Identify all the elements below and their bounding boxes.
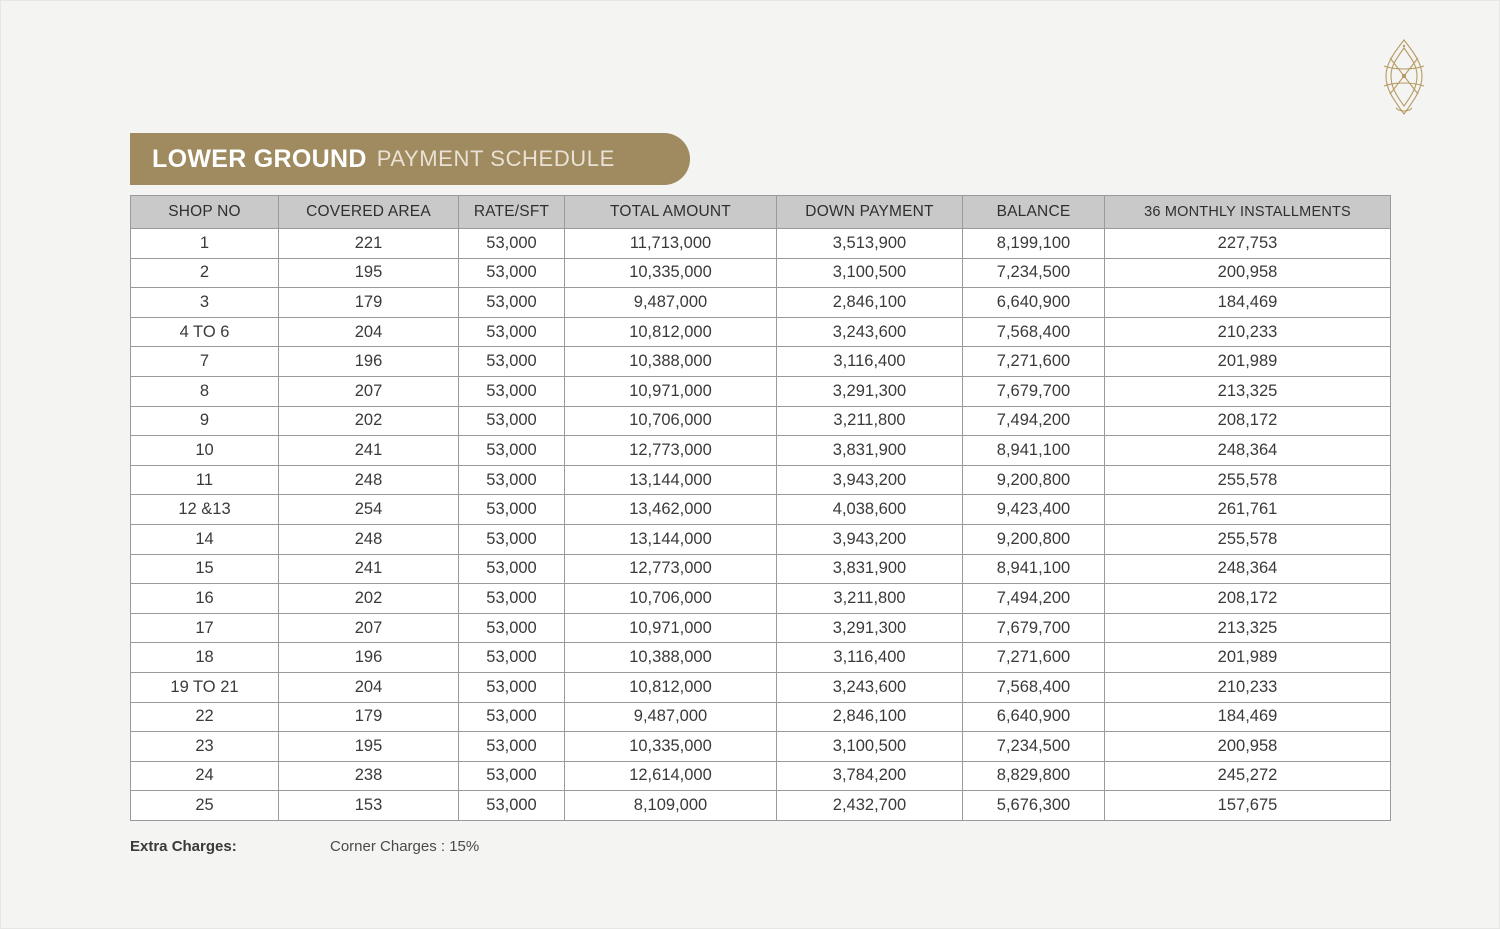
cell-rate-sft: 53,000 <box>459 584 565 614</box>
column-header-down-payment: DOWN PAYMENT <box>777 196 963 229</box>
table-row <box>131 465 1391 495</box>
cell-total-amount: 10,335,000 <box>565 732 777 762</box>
cell-total-amount: 10,971,000 <box>565 376 777 406</box>
cell-balance: 9,200,800 <box>963 524 1105 554</box>
cell-down-payment: 3,943,200 <box>777 465 963 495</box>
cell-total-amount: 9,487,000 <box>565 288 777 318</box>
cell-monthly-installment: 248,364 <box>1105 554 1391 584</box>
cell-covered-area: 248 <box>279 465 459 495</box>
page-title-primary: LOWER GROUND <box>152 144 367 173</box>
cell-down-payment: 3,211,800 <box>777 584 963 614</box>
cell-monthly-installment: 208,172 <box>1105 584 1391 614</box>
cell-shop-no: 14 <box>131 524 279 554</box>
cell-total-amount: 10,812,000 <box>565 672 777 702</box>
cell-balance: 8,829,800 <box>963 761 1105 791</box>
cell-covered-area: 207 <box>279 376 459 406</box>
cell-balance: 7,494,200 <box>963 406 1105 436</box>
cell-covered-area: 241 <box>279 554 459 584</box>
cell-balance: 7,271,600 <box>963 643 1105 673</box>
cell-balance: 8,941,100 <box>963 554 1105 584</box>
cell-total-amount: 13,144,000 <box>565 465 777 495</box>
cell-rate-sft: 53,000 <box>459 465 565 495</box>
cell-monthly-installment: 200,958 <box>1105 732 1391 762</box>
extra-charges-note <box>130 838 479 855</box>
cell-total-amount: 10,812,000 <box>565 317 777 347</box>
cell-rate-sft: 53,000 <box>459 613 565 643</box>
column-header-total-amount: TOTAL AMOUNT <box>565 196 777 229</box>
cell-monthly-installment: 255,578 <box>1105 465 1391 495</box>
cell-balance: 8,941,100 <box>963 436 1105 466</box>
cell-covered-area: 241 <box>279 436 459 466</box>
table-row <box>131 347 1391 377</box>
cell-down-payment: 2,432,700 <box>777 791 963 821</box>
cell-covered-area: 204 <box>279 672 459 702</box>
cell-balance: 7,271,600 <box>963 347 1105 377</box>
cell-total-amount: 12,614,000 <box>565 761 777 791</box>
cell-down-payment: 3,243,600 <box>777 317 963 347</box>
cell-shop-no: 7 <box>131 347 279 377</box>
cell-down-payment: 3,100,500 <box>777 258 963 288</box>
cell-down-payment: 3,243,600 <box>777 672 963 702</box>
cell-monthly-installment: 184,469 <box>1105 288 1391 318</box>
table-row <box>131 436 1391 466</box>
ornamental-monogram-logo <box>1366 36 1442 118</box>
cell-balance: 6,640,900 <box>963 288 1105 318</box>
cell-monthly-installment: 245,272 <box>1105 761 1391 791</box>
cell-shop-no: 10 <box>131 436 279 466</box>
cell-rate-sft: 53,000 <box>459 406 565 436</box>
cell-total-amount: 10,388,000 <box>565 643 777 673</box>
cell-shop-no: 11 <box>131 465 279 495</box>
cell-total-amount: 10,706,000 <box>565 584 777 614</box>
cell-covered-area: 202 <box>279 406 459 436</box>
corner-charges-value: Corner Charges : 15% <box>330 838 480 855</box>
cell-rate-sft: 53,000 <box>459 436 565 466</box>
cell-covered-area: 196 <box>279 347 459 377</box>
cell-shop-no: 18 <box>131 643 279 673</box>
cell-total-amount: 13,144,000 <box>565 524 777 554</box>
payment-schedule-table <box>130 195 1391 821</box>
table-body <box>131 229 1391 821</box>
cell-total-amount: 11,713,000 <box>565 229 777 259</box>
cell-monthly-installment: 201,989 <box>1105 643 1391 673</box>
cell-monthly-installment: 157,675 <box>1105 791 1391 821</box>
cell-total-amount: 12,773,000 <box>565 436 777 466</box>
cell-monthly-installment: 213,325 <box>1105 613 1391 643</box>
cell-down-payment: 3,116,400 <box>777 643 963 673</box>
cell-total-amount: 8,109,000 <box>565 791 777 821</box>
table-row <box>131 554 1391 584</box>
cell-rate-sft: 53,000 <box>459 376 565 406</box>
cell-covered-area: 207 <box>279 613 459 643</box>
cell-covered-area: 204 <box>279 317 459 347</box>
cell-monthly-installment: 201,989 <box>1105 347 1391 377</box>
cell-shop-no: 12 &13 <box>131 495 279 525</box>
table-row <box>131 761 1391 791</box>
cell-down-payment: 3,831,900 <box>777 554 963 584</box>
cell-down-payment: 3,291,300 <box>777 613 963 643</box>
cell-down-payment: 4,038,600 <box>777 495 963 525</box>
cell-shop-no: 25 <box>131 791 279 821</box>
table-row <box>131 584 1391 614</box>
cell-covered-area: 202 <box>279 584 459 614</box>
extra-charges-label: Extra Charges: <box>130 838 237 855</box>
table-header <box>131 196 1391 229</box>
table-row <box>131 702 1391 732</box>
cell-shop-no: 23 <box>131 732 279 762</box>
cell-rate-sft: 53,000 <box>459 258 565 288</box>
cell-balance: 6,640,900 <box>963 702 1105 732</box>
cell-down-payment: 3,211,800 <box>777 406 963 436</box>
table-row <box>131 643 1391 673</box>
cell-rate-sft: 53,000 <box>459 643 565 673</box>
cell-total-amount: 13,462,000 <box>565 495 777 525</box>
column-header-rate-sft: RATE/SFT <box>459 196 565 229</box>
cell-shop-no: 16 <box>131 584 279 614</box>
cell-down-payment: 3,513,900 <box>777 229 963 259</box>
cell-rate-sft: 53,000 <box>459 761 565 791</box>
cell-balance: 7,568,400 <box>963 317 1105 347</box>
table-row <box>131 317 1391 347</box>
cell-total-amount: 10,971,000 <box>565 613 777 643</box>
cell-total-amount: 9,487,000 <box>565 702 777 732</box>
cell-covered-area: 238 <box>279 761 459 791</box>
table-row <box>131 524 1391 554</box>
table-row <box>131 229 1391 259</box>
cell-down-payment: 2,846,100 <box>777 702 963 732</box>
table-row <box>131 613 1391 643</box>
table-row <box>131 258 1391 288</box>
cell-shop-no: 8 <box>131 376 279 406</box>
cell-rate-sft: 53,000 <box>459 524 565 554</box>
cell-balance: 7,234,500 <box>963 732 1105 762</box>
cell-monthly-installment: 248,364 <box>1105 436 1391 466</box>
cell-shop-no: 15 <box>131 554 279 584</box>
cell-shop-no: 1 <box>131 229 279 259</box>
cell-balance: 7,679,700 <box>963 376 1105 406</box>
cell-monthly-installment: 184,469 <box>1105 702 1391 732</box>
cell-down-payment: 2,846,100 <box>777 288 963 318</box>
cell-shop-no: 22 <box>131 702 279 732</box>
cell-monthly-installment: 208,172 <box>1105 406 1391 436</box>
table-row <box>131 288 1391 318</box>
cell-shop-no: 4 TO 6 <box>131 317 279 347</box>
cell-down-payment: 3,291,300 <box>777 376 963 406</box>
cell-total-amount: 12,773,000 <box>565 554 777 584</box>
cell-rate-sft: 53,000 <box>459 791 565 821</box>
cell-monthly-installment: 227,753 <box>1105 229 1391 259</box>
cell-monthly-installment: 210,233 <box>1105 317 1391 347</box>
cell-balance: 5,676,300 <box>963 791 1105 821</box>
cell-covered-area: 179 <box>279 288 459 318</box>
cell-shop-no: 17 <box>131 613 279 643</box>
cell-rate-sft: 53,000 <box>459 288 565 318</box>
cell-monthly-installment: 255,578 <box>1105 524 1391 554</box>
cell-balance: 7,568,400 <box>963 672 1105 702</box>
cell-down-payment: 3,943,200 <box>777 524 963 554</box>
cell-balance: 8,199,100 <box>963 229 1105 259</box>
column-header-shop-no: SHOP NO <box>131 196 279 229</box>
cell-monthly-installment: 210,233 <box>1105 672 1391 702</box>
cell-balance: 7,494,200 <box>963 584 1105 614</box>
cell-rate-sft: 53,000 <box>459 554 565 584</box>
cell-shop-no: 9 <box>131 406 279 436</box>
cell-covered-area: 254 <box>279 495 459 525</box>
table-header-row <box>131 196 1391 229</box>
cell-covered-area: 195 <box>279 732 459 762</box>
cell-shop-no: 19 TO 21 <box>131 672 279 702</box>
cell-total-amount: 10,706,000 <box>565 406 777 436</box>
table-row <box>131 672 1391 702</box>
cell-balance: 9,423,400 <box>963 495 1105 525</box>
cell-shop-no: 24 <box>131 761 279 791</box>
cell-balance: 7,234,500 <box>963 258 1105 288</box>
cell-covered-area: 179 <box>279 702 459 732</box>
column-header-monthly-installments: 36 MONTHLY INSTALLMENTS <box>1105 196 1391 229</box>
cell-monthly-installment: 213,325 <box>1105 376 1391 406</box>
cell-rate-sft: 53,000 <box>459 495 565 525</box>
cell-covered-area: 195 <box>279 258 459 288</box>
table-row <box>131 732 1391 762</box>
table-row <box>131 376 1391 406</box>
cell-monthly-installment: 200,958 <box>1105 258 1391 288</box>
cell-rate-sft: 53,000 <box>459 347 565 377</box>
cell-covered-area: 196 <box>279 643 459 673</box>
cell-covered-area: 248 <box>279 524 459 554</box>
cell-rate-sft: 53,000 <box>459 317 565 347</box>
page-title <box>130 133 690 185</box>
table-row <box>131 495 1391 525</box>
cell-shop-no: 3 <box>131 288 279 318</box>
table-row <box>131 791 1391 821</box>
column-header-covered-area: COVERED AREA <box>279 196 459 229</box>
cell-balance: 9,200,800 <box>963 465 1105 495</box>
cell-rate-sft: 53,000 <box>459 732 565 762</box>
cell-covered-area: 153 <box>279 791 459 821</box>
cell-rate-sft: 53,000 <box>459 229 565 259</box>
cell-monthly-installment: 261,761 <box>1105 495 1391 525</box>
cell-balance: 7,679,700 <box>963 613 1105 643</box>
cell-down-payment: 3,784,200 <box>777 761 963 791</box>
column-header-balance: BALANCE <box>963 196 1105 229</box>
table-row <box>131 406 1391 436</box>
cell-rate-sft: 53,000 <box>459 702 565 732</box>
cell-total-amount: 10,335,000 <box>565 258 777 288</box>
cell-down-payment: 3,116,400 <box>777 347 963 377</box>
cell-down-payment: 3,100,500 <box>777 732 963 762</box>
cell-total-amount: 10,388,000 <box>565 347 777 377</box>
page-title-secondary: PAYMENT SCHEDULE <box>376 146 615 171</box>
cell-down-payment: 3,831,900 <box>777 436 963 466</box>
cell-rate-sft: 53,000 <box>459 672 565 702</box>
cell-shop-no: 2 <box>131 258 279 288</box>
cell-covered-area: 221 <box>279 229 459 259</box>
